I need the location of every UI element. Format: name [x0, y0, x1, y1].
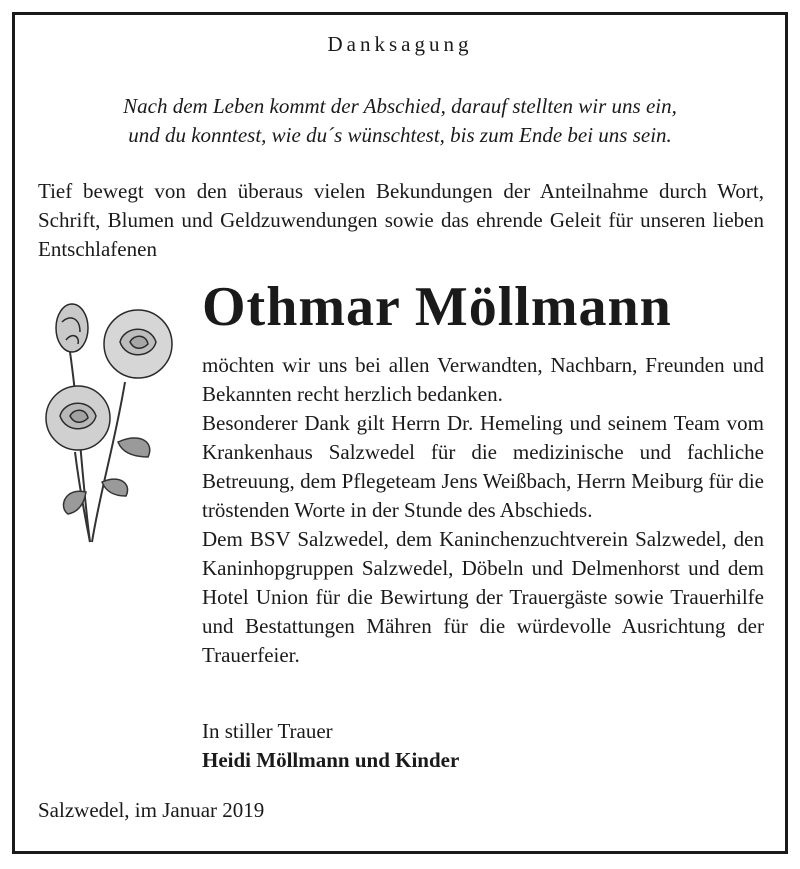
deceased-name: Othmar Möllmann — [202, 276, 672, 338]
verse — [0, 92, 800, 150]
signoff-line: In stiller Trauer — [202, 719, 333, 743]
verse-line-1: Nach dem Leben kommt der Abschied, darauf stellten wir uns ein, — [123, 94, 677, 118]
signoff-names: Heidi Möllmann und Kinder — [202, 748, 460, 772]
roses-icon — [20, 292, 190, 552]
thanks-text — [202, 351, 764, 670]
verse-line-2: und du konntest, wie du´s wünschtest, bis zum Ende bei uns sein. — [128, 123, 672, 147]
notice-heading: Danksagung — [327, 32, 473, 56]
thanks-paragraph-1: möchten wir uns bei allen Verwandten, Nachbarn, Freunden und Bekannten recht herzlich bedanken. — [202, 353, 764, 406]
intro-text: Tief bewegt von den überaus vielen Bekundungen der Anteilnahme durch Wort, Schrift, Blumen und Geldzuwendungen sowie das ehrende Geleit für unseren lieben Entschlafenen — [38, 179, 764, 261]
thanks-paragraph-3: Dem BSV Salzwedel, dem Kaninchenzuchtverein Salzwedel, den Kaninhopgruppen Salzwedel, Döbeln und Delmenhorst und dem Hotel Union für die Bewirtung der Trauergäste sowie Trauerhilfe und Bestattungen Mähren für die würdevolle Ausrichtung der Trauerfeier. — [202, 527, 764, 667]
place-date: Salzwedel, im Januar 2019 — [38, 798, 265, 822]
signoff — [202, 717, 459, 775]
thanks-paragraph-2: Besonderer Dank gilt Herrn Dr. Hemeling und seinem Team vom Krankenhaus Salzwedel für die medizinische und fachliche Betreuung, dem Pflegeteam Jens Weißbach, Herrn Meiburg für die tröstenden Worte in der Stunde des Abschieds. — [202, 411, 764, 522]
